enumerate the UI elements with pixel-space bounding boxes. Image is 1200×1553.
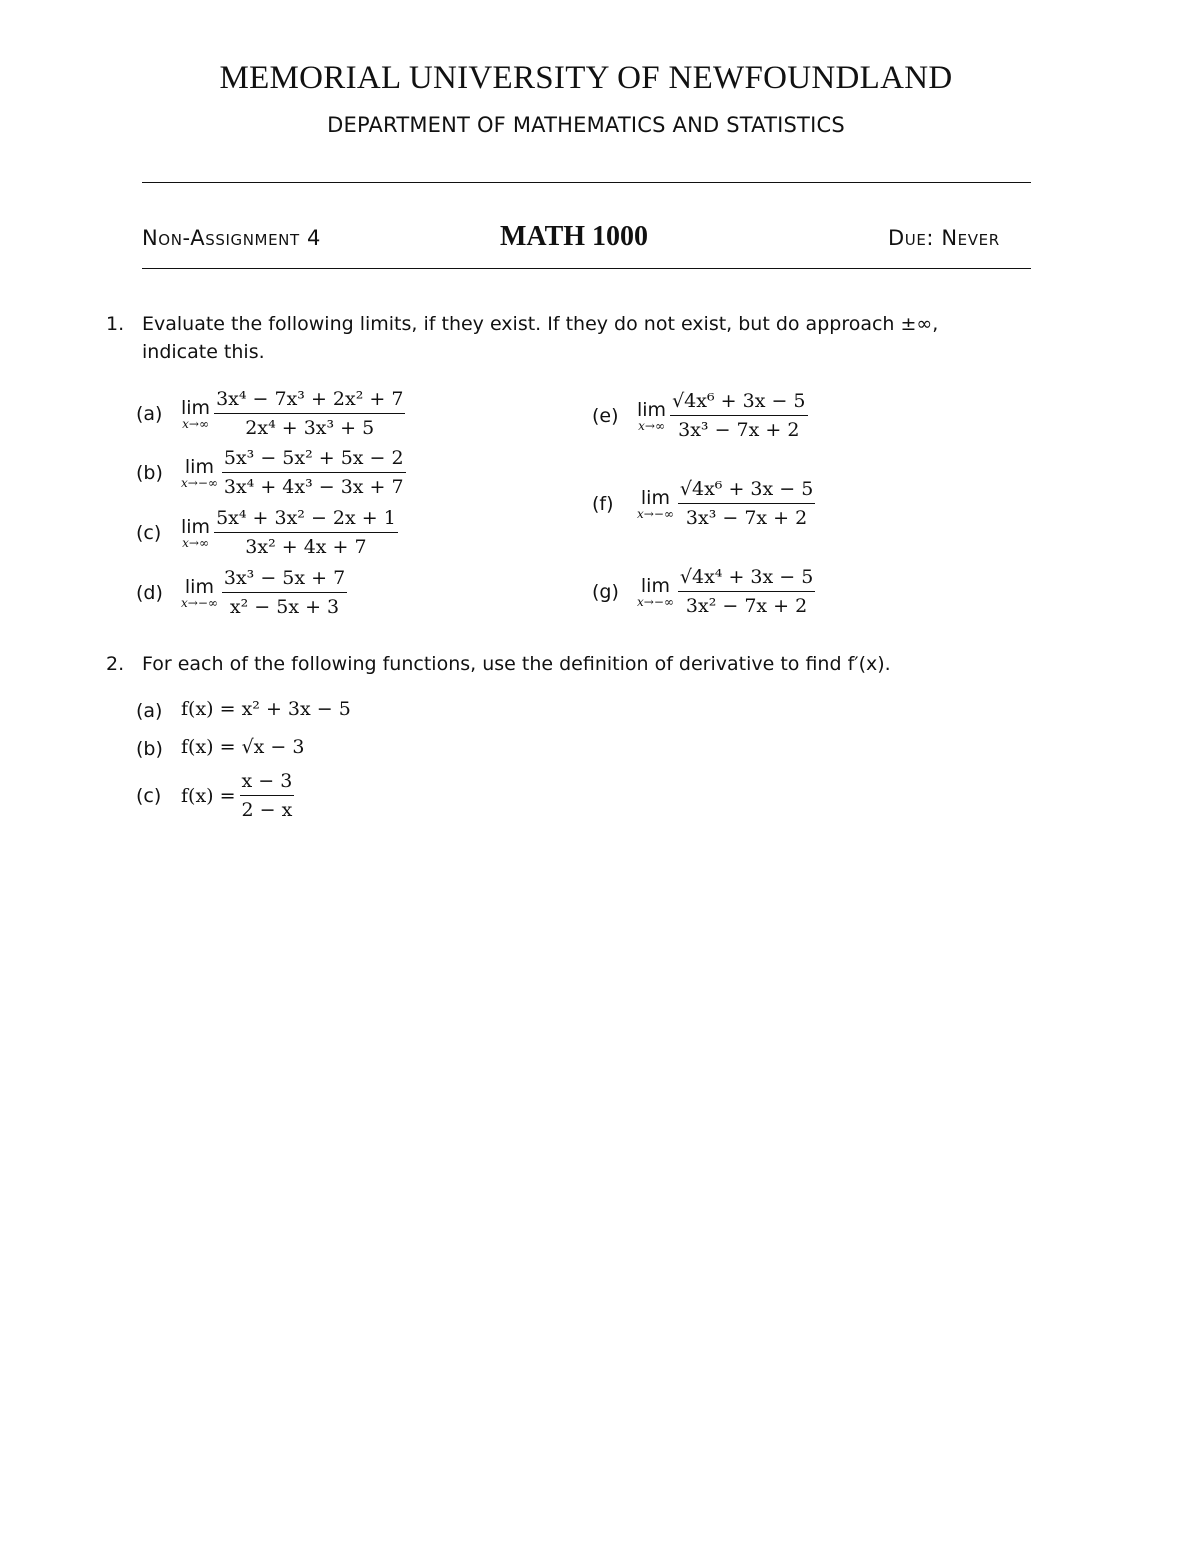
denominator: x² − 5x + 3	[222, 592, 347, 618]
function-c-label: (c)	[136, 784, 162, 807]
department-name: DEPARTMENT OF MATHEMATICS AND STATISTICS	[327, 113, 845, 137]
denominator: 3x³ − 7x + 2	[670, 415, 807, 441]
denominator: 3x² + 4x + 7	[214, 532, 398, 558]
function-a-label: (a)	[136, 699, 163, 722]
course-code: MATH 1000	[500, 221, 649, 252]
limit-c-fraction	[214, 507, 398, 558]
numerator: √4x⁶ + 3x − 5	[679, 478, 814, 500]
problem-2-number: 2.	[106, 653, 125, 675]
limit-b	[136, 447, 406, 498]
problem-1-number: 1.	[106, 313, 125, 335]
limit-e-fraction	[670, 390, 807, 441]
limit-g-label: (g)	[592, 580, 619, 603]
limit-d	[136, 567, 347, 618]
function-c-fraction	[240, 770, 295, 821]
limit-f-label: (f)	[592, 492, 614, 515]
denominator: 2 − x	[240, 795, 295, 821]
numerator: √4x⁴ + 3x − 5	[679, 566, 814, 588]
numerator: √4x⁶ + 3x − 5	[672, 390, 806, 412]
limit-b-fraction	[222, 447, 406, 498]
function-c-lhs: f(x) =	[181, 784, 236, 807]
numerator: 3x³ − 5x + 7	[223, 567, 346, 589]
numerator: 5x³ − 5x² + 5x − 2	[223, 447, 404, 469]
limit-d-fraction	[222, 567, 347, 618]
limit-a	[136, 388, 405, 439]
function-b-expr: f(x) = √x − 3	[181, 736, 305, 758]
top-rule	[142, 182, 1031, 183]
problem-1-text-line2: indicate this.	[142, 341, 265, 363]
function-b-label: (b)	[136, 737, 163, 760]
university-name: MEMORIAL UNIVERSITY OF NEWFOUNDLAND	[219, 60, 953, 96]
numerator: 3x⁴ − 7x³ + 2x² + 7	[216, 388, 404, 410]
denominator: 2x⁴ + 3x³ + 5	[214, 413, 405, 439]
lim-operator: lim x→−∞	[181, 575, 218, 610]
numerator: x − 3	[241, 770, 293, 792]
lim-operator: lim x→−∞	[637, 574, 674, 609]
limit-d-label: (d)	[136, 581, 163, 604]
lim-operator: lim x→−∞	[637, 486, 674, 521]
problem-1-text-line1: Evaluate the following limits, if they exist. If they do not exist, but do approach ±∞,	[142, 313, 939, 335]
limit-e-label: (e)	[592, 404, 619, 427]
limit-c-label: (c)	[136, 521, 162, 544]
limit-e	[592, 390, 808, 441]
function-b	[136, 736, 304, 760]
lim-operator: lim x→∞	[181, 515, 211, 550]
lim-operator: lim x→∞	[181, 396, 211, 431]
assignment-title: Non-Assignment 4	[142, 226, 321, 250]
denominator: 3x² − 7x + 2	[678, 591, 815, 617]
due-date: Due: Never	[888, 226, 1000, 250]
denominator: 3x³ − 7x + 2	[678, 503, 815, 529]
denominator: 3x⁴ + 4x³ − 3x + 7	[222, 472, 406, 498]
limit-a-label: (a)	[136, 402, 163, 425]
lim-operator: lim x→∞	[637, 398, 667, 433]
lim-operator: lim x→−∞	[181, 455, 218, 490]
problem-2-text: For each of the following functions, use the definition of derivative to find f′(x).	[142, 653, 891, 675]
limit-b-label: (b)	[136, 461, 163, 484]
limit-a-fraction	[214, 388, 405, 439]
limit-g	[592, 566, 815, 617]
numerator: 5x⁴ + 3x² − 2x + 1	[216, 507, 396, 529]
function-c	[136, 770, 294, 821]
limit-g-fraction	[678, 566, 815, 617]
limit-c	[136, 507, 398, 558]
limit-f	[592, 478, 815, 529]
bottom-rule	[142, 268, 1031, 269]
limit-f-fraction	[678, 478, 815, 529]
function-a-expr: f(x) = x² + 3x − 5	[181, 698, 351, 720]
function-a	[136, 698, 351, 722]
